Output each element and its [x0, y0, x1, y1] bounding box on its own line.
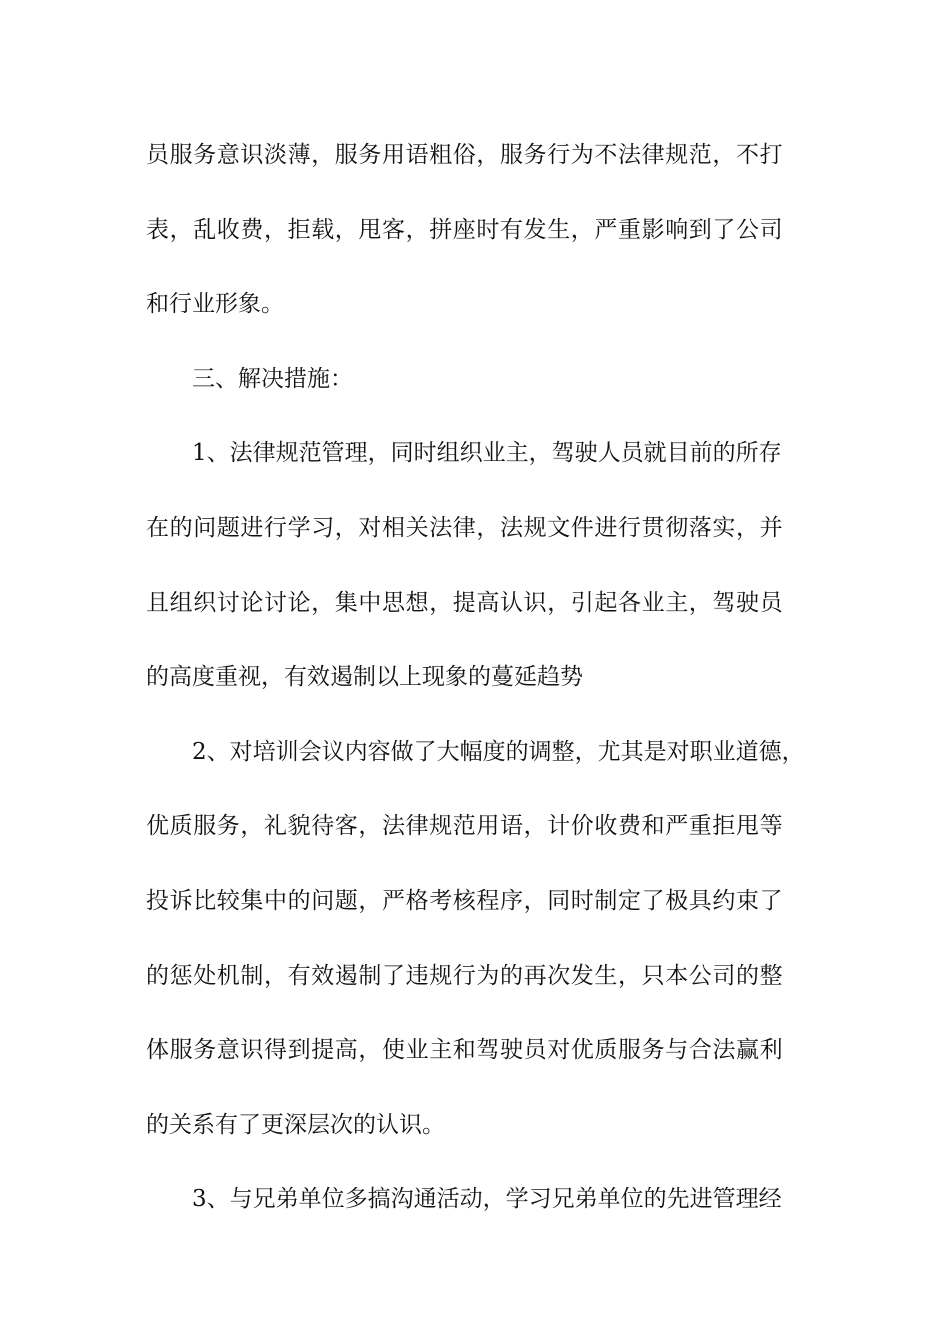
text-line: 3、与兄弟单位多搞沟通活动，学习兄弟单位的先进管理经 — [192, 1186, 782, 1213]
text-line: 在的问题进行学习，对相关法律，法规文件进行贯彻落实，并 — [146, 514, 784, 541]
text-line: 体服务意识得到提高，使业主和驾驶员对优质服务与合法赢利 — [146, 1037, 784, 1064]
text-line: 投诉比较集中的问题，严格考核程序，同时制定了极具约束了 — [146, 887, 784, 914]
text-line: 员服务意识淡薄，服务用语粗俗，服务行为不法律规范，不打 — [146, 142, 784, 168]
text-line: 的关系有了更深层次的认识。 — [146, 1111, 445, 1138]
text-line: 1、法律规范管理，同时组织业主，驾驶人员就目前的所存 — [192, 440, 782, 467]
text-line: 且组织讨论讨论，集中思想，提高认识，引起各业主，驾驶员 — [146, 589, 784, 616]
document-body — [146, 127, 836, 1246]
text-line: 优质服务，礼貌待客，法律规范用语，计价收费和严重拒甩等 — [146, 813, 784, 840]
text-line: 和行业形象。 — [146, 291, 284, 318]
text-line: 表，乱收费，拒载，甩客，拼座时有发生，严重影响到了公司 — [146, 216, 784, 243]
section-heading: 三、解决措施： — [192, 365, 353, 392]
text-line: 2、对培训会议内容做了大幅度的调整，尤其是对职业道德， — [192, 738, 805, 765]
text-line: 的高度重视，有效遏制以上现象的蔓延趋势 — [146, 664, 583, 691]
text-line: 的惩处机制，有效遏制了违规行为的再次发生，只本公司的整 — [146, 962, 784, 989]
